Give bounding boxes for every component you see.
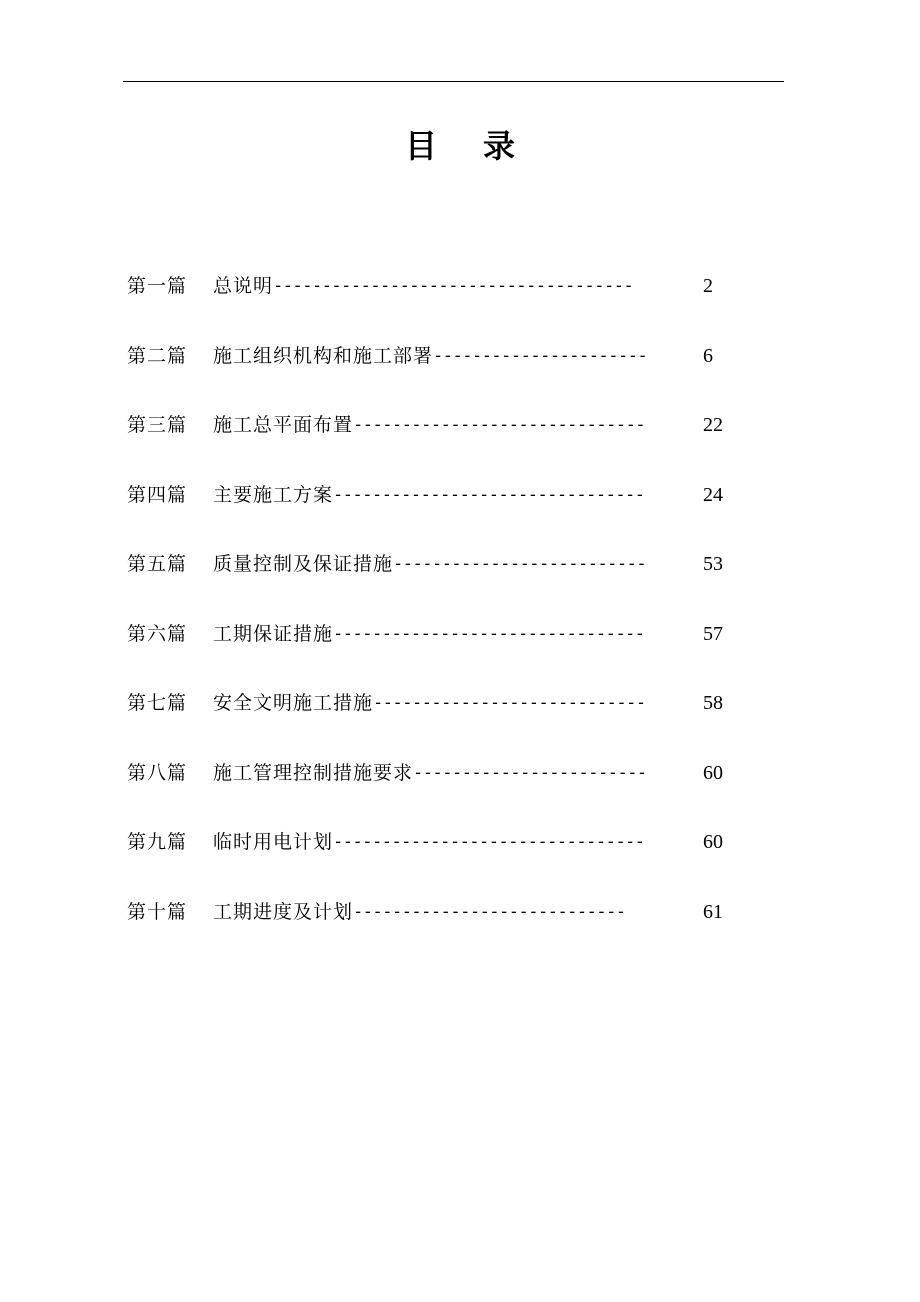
toc-leader: ------------------------------------- bbox=[273, 276, 634, 296]
toc-entry-title: 工期保证措施 bbox=[213, 622, 334, 645]
toc-part-label: 第八篇 bbox=[127, 761, 188, 784]
toc-leader: -------------------------------- bbox=[333, 623, 645, 644]
toc-leader: ---------------------------- bbox=[373, 693, 646, 713]
toc-entry[interactable] bbox=[127, 268, 727, 338]
toc-leader: ------------------------------ bbox=[353, 415, 646, 435]
toc-entry[interactable] bbox=[127, 685, 727, 755]
toc-entry[interactable] bbox=[127, 616, 727, 686]
toc-title-char-2: 录 bbox=[483, 127, 516, 165]
toc-leader: ---------------------- bbox=[433, 345, 648, 366]
toc-part-label: 第五篇 bbox=[127, 553, 188, 575]
toc-page-number: 60 bbox=[703, 831, 723, 853]
toc-list bbox=[127, 268, 727, 963]
toc-part-label: 第六篇 bbox=[127, 622, 188, 645]
toc-page-number: 57 bbox=[703, 622, 723, 645]
toc-part-label: 第一篇 bbox=[127, 275, 188, 297]
toc-entry[interactable] bbox=[127, 894, 727, 964]
toc-entry-title: 安全文明施工措施 bbox=[213, 692, 374, 714]
toc-title bbox=[0, 124, 920, 168]
toc-title-char-1: 目 bbox=[404, 127, 437, 165]
toc-entry-title: 施工组织机构和施工部署 bbox=[213, 344, 434, 367]
toc-page-number: 6 bbox=[703, 344, 713, 367]
toc-entry-title: 临时用电计划 bbox=[213, 831, 334, 853]
toc-page-number: 24 bbox=[703, 483, 723, 506]
toc-entry[interactable] bbox=[127, 755, 727, 825]
toc-page-number: 53 bbox=[703, 553, 723, 575]
toc-leader: -------------------------------- bbox=[333, 484, 645, 505]
toc-entry-title: 质量控制及保证措施 bbox=[213, 553, 394, 575]
toc-entry-title: 施工管理控制措施要求 bbox=[213, 761, 414, 784]
toc-leader: ------------------------ bbox=[413, 762, 647, 783]
toc-leader: ---------------------------- bbox=[353, 901, 626, 922]
toc-part-label: 第十篇 bbox=[127, 900, 188, 923]
toc-entry-title: 总说明 bbox=[213, 275, 274, 297]
toc-entry[interactable] bbox=[127, 824, 727, 894]
toc-entry[interactable] bbox=[127, 546, 727, 616]
toc-entry-title: 工期进度及计划 bbox=[213, 900, 354, 923]
toc-leader: -------------------------------- bbox=[333, 832, 645, 852]
toc-part-label: 第七篇 bbox=[127, 692, 188, 714]
toc-entry-title: 施工总平面布置 bbox=[213, 414, 354, 436]
toc-part-label: 第四篇 bbox=[127, 483, 188, 506]
toc-part-label: 第三篇 bbox=[127, 414, 188, 436]
toc-page-number: 22 bbox=[703, 414, 723, 436]
toc-page-number: 60 bbox=[703, 761, 723, 784]
toc-leader: -------------------------- bbox=[393, 554, 647, 574]
toc-entry-title: 主要施工方案 bbox=[213, 483, 334, 506]
toc-part-label: 第二篇 bbox=[127, 344, 188, 367]
toc-entry[interactable] bbox=[127, 338, 727, 408]
toc-entry[interactable] bbox=[127, 407, 727, 477]
toc-page-number: 61 bbox=[703, 900, 723, 923]
toc-part-label: 第九篇 bbox=[127, 831, 188, 853]
toc-page-number: 58 bbox=[703, 692, 723, 714]
toc-page-number: 2 bbox=[703, 275, 713, 297]
toc-entry[interactable] bbox=[127, 477, 727, 547]
header-rule bbox=[123, 81, 784, 82]
